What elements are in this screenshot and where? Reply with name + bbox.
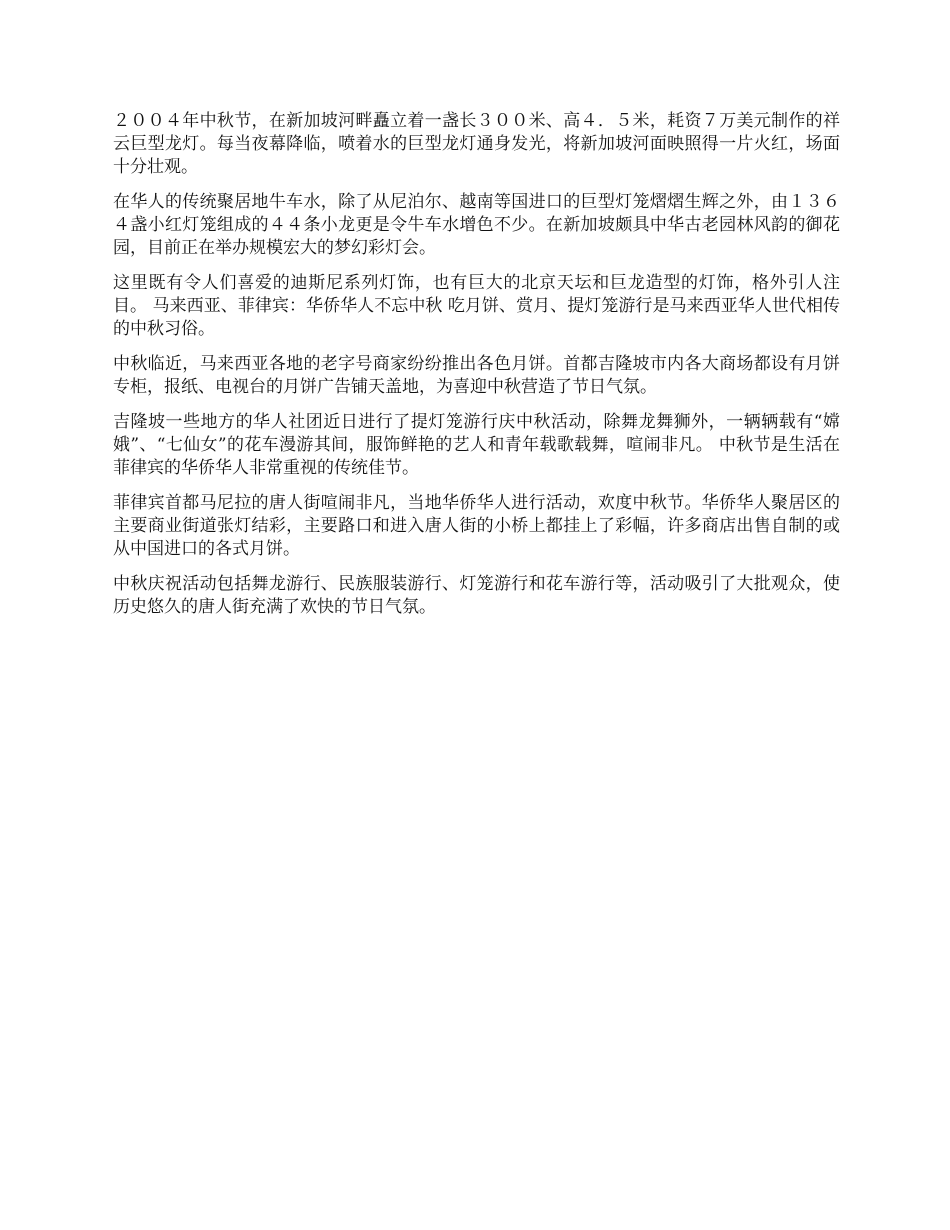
document-body [113,110,840,631]
paragraph: 在华人的传统聚居地牛车水，除了从尼泊尔、越南等国进口的巨型灯笼熠熠生辉之外，由１３６４盏小红灯笼组成的４４条小龙更是令牛车水增色不少。在新加坡颇具中华古老园林风韵的御花园，目前正在举办规模宏大的梦幻彩灯会。 [113,192,840,258]
paragraph: 中秋庆祝活动包括舞龙游行、民族服装游行、灯笼游行和花车游行等，活动吸引了大批观众，使历史悠久的唐人街充满了欢快的节日气氛。 [113,574,840,617]
paragraph: 菲律宾首都马尼拉的唐人街喧闹非凡，当地华侨华人进行活动，欢度中秋节。华侨华人聚居区的主要商业街道张灯结彩，主要路口和进入唐人街的小桥上都挂上了彩幅，许多商店出售自制的或从中国进口的各式月饼。 [113,493,840,559]
paragraph: 这里既有令人们喜爱的迪斯尼系列灯饰，也有巨大的北京天坛和巨龙造型的灯饰，格外引人注目。 马来西亚、菲律宾：华侨华人不忘中秋 吃月饼、赏月、提灯笼游行是马来西亚华人世代相传的中秋习俗。 [113,273,840,339]
paragraph: ２００４年中秋节，在新加坡河畔矗立着一盏长３００米、高４．５米，耗资７万美元制作的祥云巨型龙灯。每当夜幕降临，喷着水的巨型龙灯通身发光，将新加坡河面映照得一片火红，场面十分壮观。 [113,111,840,177]
paragraph: 吉隆坡一些地方的华人社团近日进行了提灯笼游行庆中秋活动，除舞龙舞狮外，一辆辆载有“嫦娥”、“七仙女”的花车漫游其间，服饰鲜艳的艺人和青年载歌载舞，喧闹非凡。 中秋节是生活在菲律宾的华侨华人非常重视的传统佳节。 [113,412,840,478]
paragraph: 中秋临近，马来西亚各地的老字号商家纷纷推出各色月饼。首都吉隆坡市内各大商场都设有月饼专柜，报纸、电视台的月饼广告铺天盖地，为喜迎中秋营造了节日气氛。 [113,354,840,397]
